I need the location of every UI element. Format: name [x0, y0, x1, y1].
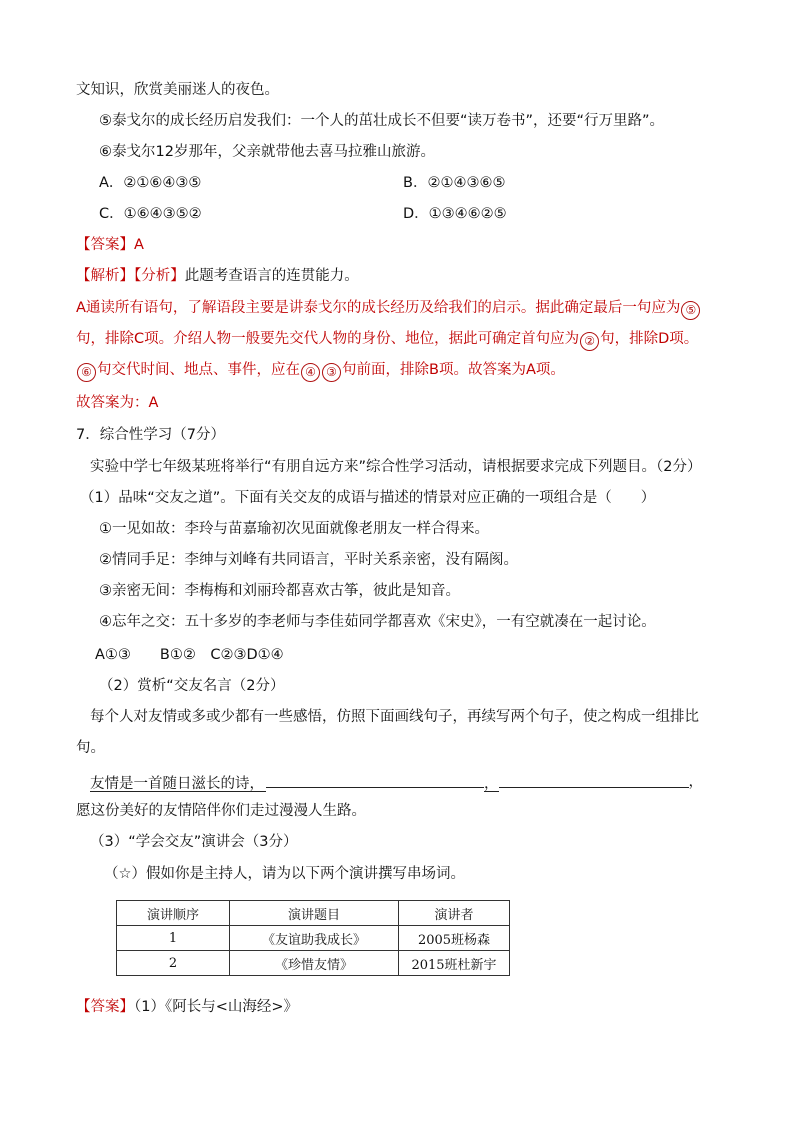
- circled-number: ④: [301, 363, 320, 382]
- speech-table: [116, 900, 510, 976]
- table-header: 演讲者: [399, 901, 510, 926]
- analysis-tag: 【解析】【分析】: [76, 268, 185, 284]
- table-row: [117, 926, 510, 951]
- explanation-text: 句，排除C项。介绍人物一般要先交代人物的身份、地位，据此可确定首句应为: [76, 331, 580, 347]
- answer-value: （1）《阿长与<山海经>》: [134, 999, 299, 1015]
- table-row: [117, 951, 510, 976]
- blank-1: [266, 770, 484, 788]
- answer-value: A: [134, 237, 144, 253]
- idiom-item-4: ④忘年之交：五十多岁的李老师与李佳茹同学都喜欢《宋史》，一有空就凑在一起讨论。: [99, 614, 656, 630]
- question-7-2: （2）赏析“交友名言（2分）: [99, 678, 285, 694]
- answer-tag: 【答案】: [76, 237, 134, 253]
- idiom-item-1: ①一见如故：李玲与苗嘉瑜初次见面就像老朋友一样合得来。: [99, 521, 489, 537]
- option-c: C．①⑥④③⑤②: [99, 206, 202, 222]
- explanation-text: 句交代时间、地点、事件，应在: [97, 362, 300, 378]
- table-header: 演讲顺序: [117, 901, 230, 926]
- comma-2: ，: [688, 774, 703, 790]
- final-answer: 故答案为：A: [76, 395, 159, 411]
- explanation-line-2: [76, 329, 698, 351]
- answer-line: [76, 235, 144, 255]
- explanation-line-3: [76, 360, 565, 382]
- question-7-title: 7．综合性学习（7分）: [76, 427, 225, 443]
- paragraph-line-1: 每个人对友情或多或少都有一些感悟，仿照下面画线句子，再续写两个句子，使之构成一组排比: [90, 709, 699, 725]
- explanation-text: A通读所有语句，了解语段主要是讲泰戈尔的成长经历及给我们的启示。据此确定最后一句应为: [76, 300, 681, 316]
- text-line: 文知识，欣赏美丽迷人的夜色。: [76, 82, 279, 98]
- table-cell: 《珍惜友情》: [230, 951, 399, 976]
- paragraph-line-4: 愿这份美好的友情陪伴你们走过漫漫人生路。: [76, 803, 366, 819]
- question-7-intro: 实验中学七年级某班将举行“有朋自远方来”综合性学习活动，请根据要求完成下列题目。（2分）: [90, 459, 702, 475]
- idiom-item-2: ②情同手足：李绅与刘峰有共同语言，平时关系亲密，没有隔阂。: [99, 552, 518, 568]
- explanation-text: 句前面，排除B项。故答案为A项。: [342, 362, 565, 378]
- comma-1: ，: [484, 776, 499, 792]
- paragraph-line-2: 句。: [76, 740, 105, 756]
- table-cell: 2: [117, 951, 230, 976]
- answer-tag: 【答案】: [76, 999, 134, 1015]
- blank-2: [499, 770, 689, 788]
- question-7-1: （1）品味“交友之道”。下面有关交友的成语与描述的情景对应正确的一项组合是（ ）: [80, 490, 656, 506]
- sentence-5: ⑤泰戈尔的成长经历启发我们：一个人的茁壮成长不但要“读万卷书”，还要“行万里路”。: [99, 113, 665, 129]
- explanation-text: 句，排除D项。: [600, 331, 699, 347]
- circled-number: ⑥: [77, 363, 96, 382]
- option-d: D．①③④⑥②⑤: [403, 206, 507, 222]
- idiom-item-3: ③亲密无间：李梅梅和刘丽玲都喜欢古筝，彼此是知音。: [99, 583, 460, 599]
- answer-options: A①③ B①② C②③D①④: [95, 647, 284, 663]
- circled-number: ②: [580, 332, 599, 351]
- analysis-text: 此题考查语言的连贯能力。: [184, 268, 359, 284]
- table-header: 演讲题目: [230, 901, 399, 926]
- option-a: A．②①⑥④③⑤: [99, 175, 202, 191]
- sentence-6: ⑥泰戈尔12岁那年，父亲就带他去喜马拉雅山旅游。: [99, 144, 435, 160]
- analysis-line: [76, 266, 359, 286]
- answer-2-line: [76, 997, 298, 1017]
- fill-in-line: [90, 770, 703, 792]
- circled-number: ⑤: [681, 301, 700, 320]
- table-cell: 1: [117, 926, 230, 951]
- explanation-line-1: [76, 298, 701, 320]
- question-7-3: （3）“学会交友”演讲会（3分）: [90, 834, 298, 850]
- table-header-row: [117, 901, 510, 926]
- question-7-3-prompt: （☆）假如你是主持人，请为以下两个演讲撰写串场词。: [104, 866, 465, 882]
- table-cell: 2015班杜新宇: [399, 951, 510, 976]
- table-cell: 《友谊助我成长》: [230, 926, 399, 951]
- underlined-sentence: 友情是一首随日滋长的诗，: [90, 776, 264, 792]
- option-b: B．②①④③⑥⑤: [403, 175, 506, 191]
- table-cell: 2005班杨森: [399, 926, 510, 951]
- circled-number: ③: [322, 363, 341, 382]
